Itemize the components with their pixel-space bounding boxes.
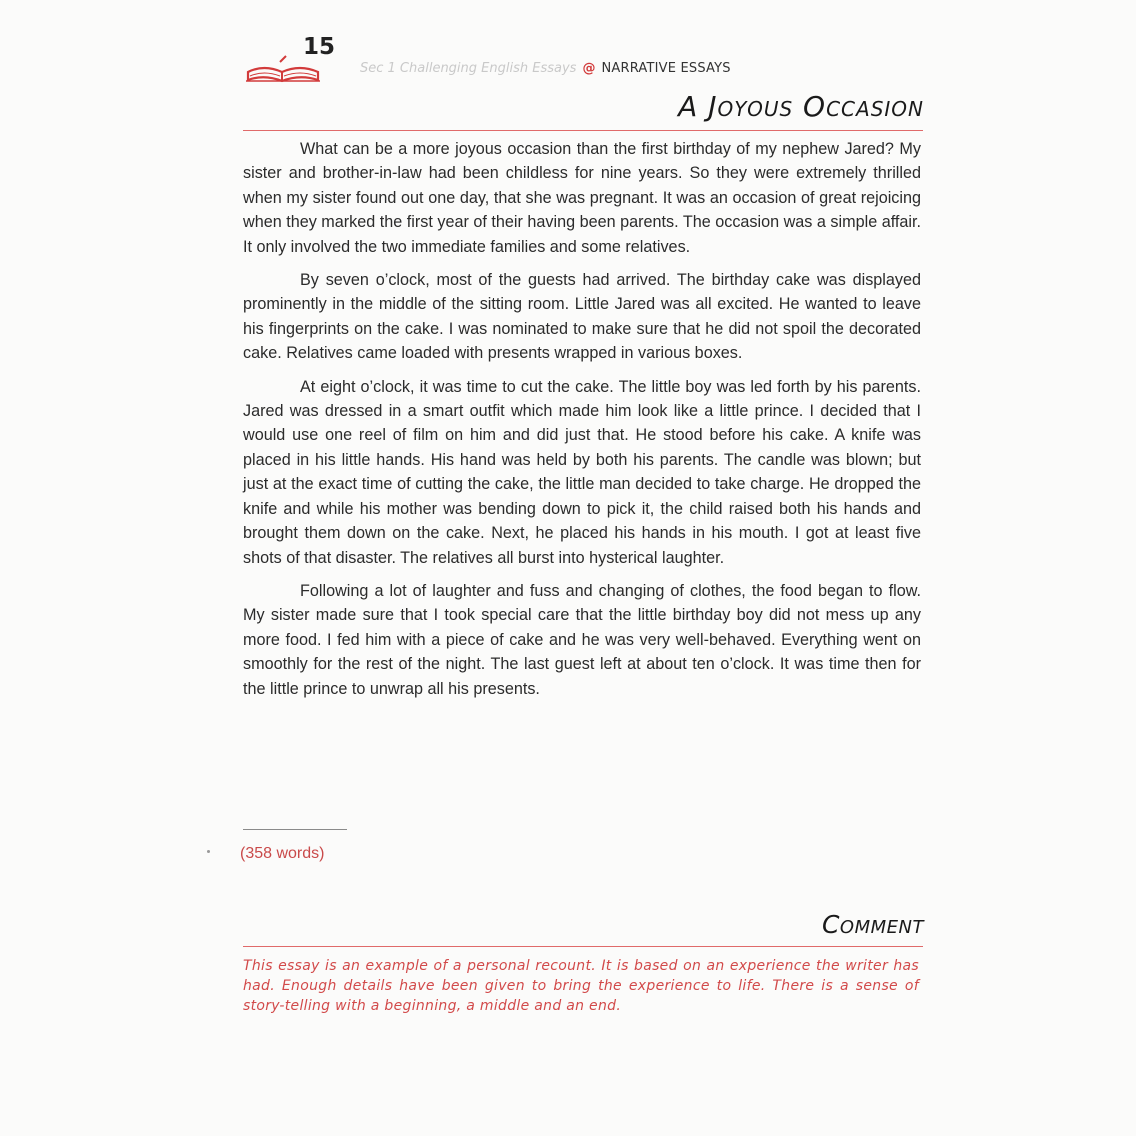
essay-paragraph-3: At eight o’clock, it was time to cut the cake. The little boy was led forth by his parents. Jared was dressed in a smart outfit which made him look like a little prince. I decided that I would use one reel of film on him and did just that. He stood before his cake. A knife was placed in his little hands. His hand was held by both his parents. The candle was blown; but just at the exact time of cutting the cake, the little man decided to take charge. He dropped the knife and while his mother was bending down to pick it, the child raised both his hands and brought them down on the cake. Next, he placed his hands in his mouth. I got at least five shots of that disaster. The relatives all burst into hysterical laughter. bbox=[243, 377, 921, 567]
essay-paragraph-1: What can be a more joyous occasion than the first birthday of my nephew Jared? My sister and brother-in-law had been childless for nine years. So they were extremely thrilled when my sister found out one day, that she was pregnant. It was an occasion of great rejoicing when they marked the first year of their having been parents. The occasion was a simple affair. It only involved the two immediate families and some relatives. bbox=[243, 140, 921, 256]
word-count: (358 words) bbox=[240, 845, 325, 862]
essay-body bbox=[243, 137, 921, 710]
comment-heading: Comment bbox=[821, 910, 924, 939]
essay-paragraph-2: By seven o’clock, most of the guests had arrived. The birthday cake was displayed prominently in the middle of the sitting room. Little Jared was all excited. He wanted to leave his fingerprints on the cake. I was nominated to make sure that he did not spoil the decorated cake. Relatives came loaded with presents wrapped in various boxes. bbox=[243, 271, 921, 363]
scan-speck bbox=[207, 850, 210, 853]
section-label: Sec 1 Challenging English Essays bbox=[360, 61, 577, 76]
category-label: NARRATIVE ESSAYS bbox=[601, 61, 731, 76]
essay-paragraph-4: Following a lot of laughter and fuss and changing of clothes, the food began to flow. My sister made sure that I took special care that the little birthday boy did not mess up any more food. I fed him with a piece of cake and he was very well-behaved. Everything went on smoothly for the rest of the night. The last guest left at about ten o’clock. It was time then for the little prince to unwrap all his presents. bbox=[243, 581, 921, 698]
essay-title: A Joyous Occasion bbox=[678, 90, 924, 123]
comment-text: This essay is an example of a personal recount. It is based on an experience the writer has had. Enough details have been given to bring the experience to life. There is a sense of story-telling with a beginning, a middle and an end. bbox=[243, 958, 919, 1014]
running-header bbox=[360, 61, 731, 76]
comment-divider bbox=[243, 946, 923, 947]
word-count-divider bbox=[243, 829, 347, 830]
at-symbol: @ bbox=[582, 61, 596, 76]
page-number: 15 bbox=[303, 34, 336, 60]
title-divider bbox=[243, 130, 923, 131]
